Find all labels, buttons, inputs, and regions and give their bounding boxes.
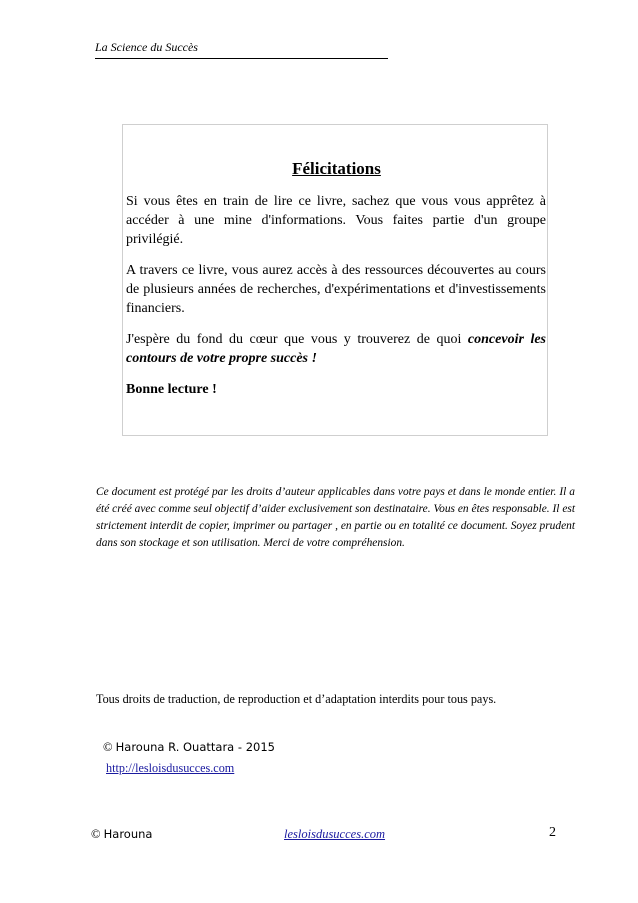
copyright-symbol: ©: [103, 740, 113, 754]
legal-notice: Ce document est protégé par les droits d’auteur applicables dans votre pays et dans le monde entier. Il a été créé avec comme seul objectif d’aider exclusivement son destinataire. Vous en êtes responsable. Il est strictement interdit de copier, imprimer ou partager , en partie ou en totalité ce document. Soyez prudent dans son stockage et son utilisation. Merci de votre compréhension.: [96, 486, 575, 549]
running-header: La Science du Succès: [95, 39, 388, 59]
closing-line: Bonne lecture !: [126, 382, 217, 397]
box-title: Félicitations: [292, 159, 381, 178]
box-paragraph-3: [126, 330, 546, 368]
page-number: 2: [549, 825, 556, 840]
footer-copyright-symbol: ©: [91, 827, 101, 841]
box-paragraph-2: A travers ce livre, vous aurez accès à des ressources découvertes au cours de plusieurs années de recherches, d'expérimentations et d'investissements financiers.: [126, 263, 546, 316]
copyright-text: Harouna R. Ouattara - 2015: [115, 740, 275, 754]
box-paragraph-1: Si vous êtes en train de lire ce livre, sachez que vous vous apprêtez à accéder à une mine d'informations. Vous faites partie d'un groupe privilégié.: [126, 194, 546, 247]
website-link[interactable]: http://lesloisdusucces.com: [106, 761, 235, 775]
footer-website-link[interactable]: lesloisdusucces.com: [284, 827, 386, 841]
footer-author-name: Harouna: [103, 827, 153, 841]
box-paragraph-3-text: J'espère du fond du cœur que vous y trouverez de quoi: [126, 332, 468, 347]
box-paragraph-3-emphasis: concevoir les contours de votre propre succès !: [126, 332, 546, 366]
copyright-line: [103, 739, 275, 755]
congratulations-box: [122, 124, 548, 436]
rights-line: Tous droits de traduction, de reproduction et d’adaptation interdits pour tous pays.: [96, 692, 497, 706]
footer-author: [91, 826, 152, 842]
